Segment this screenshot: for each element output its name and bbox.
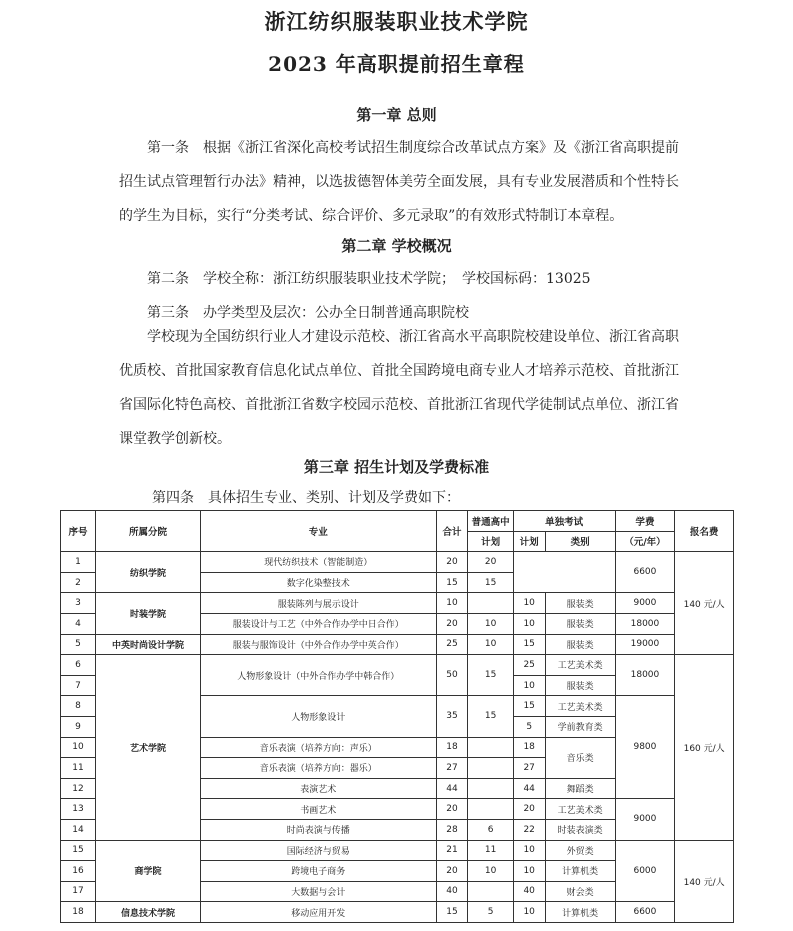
cell-single-plan: 27 bbox=[513, 758, 545, 779]
cell-general-plan bbox=[468, 778, 513, 799]
header-single: 单独考试 bbox=[513, 511, 615, 532]
cell-general-plan bbox=[468, 758, 513, 779]
cell-general-plan: 10 bbox=[468, 613, 513, 634]
cell-total: 20 bbox=[436, 861, 468, 882]
cell-major: 人物形象设计 bbox=[200, 696, 436, 737]
cell-seq: 3 bbox=[61, 593, 96, 614]
cell-total: 10 bbox=[436, 593, 468, 614]
cell-major: 音乐表演（培养方向：声乐） bbox=[200, 737, 436, 758]
cell-college: 商学院 bbox=[95, 840, 200, 902]
cell-general-plan: 15 bbox=[468, 572, 513, 593]
cell-single-plan: 22 bbox=[513, 819, 545, 840]
cell-total: 44 bbox=[436, 778, 468, 799]
cell-fee: 18000 bbox=[615, 613, 675, 634]
header-general: 普通高中 bbox=[468, 511, 513, 532]
cell-major: 服装设计与工艺（中外合作办学中日合作） bbox=[200, 613, 436, 634]
chapter2-intro bbox=[119, 320, 679, 456]
cell-seq: 7 bbox=[61, 675, 96, 696]
cell-total: 20 bbox=[436, 799, 468, 820]
cell-seq: 13 bbox=[61, 799, 96, 820]
cell-major: 国际经济与贸易 bbox=[200, 840, 436, 861]
cell-seq: 14 bbox=[61, 819, 96, 840]
header-general-plan: 计划 bbox=[468, 531, 513, 552]
article-2: 第二条 学校全称：浙江纺织服装职业技术学院； 学校国标码：13025 bbox=[147, 271, 591, 287]
cell-single-type: 财会类 bbox=[545, 881, 615, 902]
cell-single-plan: 15 bbox=[513, 634, 545, 655]
table-row bbox=[61, 552, 734, 573]
cell-total: 20 bbox=[436, 552, 468, 573]
cell-general-plan bbox=[468, 593, 513, 614]
cell-single-plan: 20 bbox=[513, 799, 545, 820]
cell-fee: 9000 bbox=[615, 593, 675, 614]
cell-apply-fee: 140 元/人 bbox=[675, 552, 734, 655]
cell-general-plan: 10 bbox=[468, 861, 513, 882]
cell-total: 27 bbox=[436, 758, 468, 779]
header-seq: 序号 bbox=[61, 511, 96, 552]
cell-major: 服装与服饰设计（中外合作办学中英合作） bbox=[200, 634, 436, 655]
cell-single-type: 服装类 bbox=[545, 634, 615, 655]
cell-seq: 5 bbox=[61, 634, 96, 655]
document-subtitle: 2023 年高职提前招生章程 bbox=[268, 52, 525, 76]
cell-single-plan: 10 bbox=[513, 613, 545, 634]
cell-general-plan: 11 bbox=[468, 840, 513, 861]
cell-seq: 16 bbox=[61, 861, 96, 882]
cell-apply-fee: 160 元/人 bbox=[675, 655, 734, 840]
chapter1-body bbox=[119, 131, 679, 233]
cell-single-type: 计算机类 bbox=[545, 861, 615, 882]
cell-single-type: 音乐类 bbox=[545, 737, 615, 778]
header-fee: 学费 bbox=[615, 511, 675, 532]
cell-total: 21 bbox=[436, 840, 468, 861]
cell-fee: 19000 bbox=[615, 634, 675, 655]
cell-total: 35 bbox=[436, 696, 468, 737]
cell-total: 20 bbox=[436, 613, 468, 634]
cell-major: 跨境电子商务 bbox=[200, 861, 436, 882]
header-major: 专业 bbox=[200, 511, 436, 552]
cell-fee: 6600 bbox=[615, 552, 675, 593]
cell-general-plan bbox=[468, 881, 513, 902]
cell-college: 中英时尚设计学院 bbox=[95, 634, 200, 655]
cell-single-plan: 18 bbox=[513, 737, 545, 758]
header-fee-unit: （元/年） bbox=[615, 531, 675, 552]
cell-single-type: 时装表演类 bbox=[545, 819, 615, 840]
cell-single-plan: 10 bbox=[513, 593, 545, 614]
cell-general-plan: 15 bbox=[468, 696, 513, 737]
cell-major: 移动应用开发 bbox=[200, 902, 436, 923]
chapter1-heading: 第一章 总则 bbox=[356, 106, 437, 124]
cell-major: 现代纺织技术（智能制造） bbox=[200, 552, 436, 573]
cell-single-type: 工艺美术类 bbox=[545, 696, 615, 717]
header-apply-fee: 报名费 bbox=[675, 511, 734, 552]
cell-apply-fee: 140 元/人 bbox=[675, 840, 734, 922]
cell-fee: 6000 bbox=[615, 840, 675, 902]
table-row bbox=[61, 840, 734, 861]
table-row bbox=[61, 655, 734, 676]
cell-single-plan: 40 bbox=[513, 881, 545, 902]
document-title: 浙江纺织服装职业技术学院 bbox=[264, 9, 529, 34]
cell-single-plan: 10 bbox=[513, 675, 545, 696]
cell-seq: 17 bbox=[61, 881, 96, 902]
cell-single-type: 学前教育类 bbox=[545, 716, 615, 737]
cell-single-type: 舞蹈类 bbox=[545, 778, 615, 799]
cell-fee: 18000 bbox=[615, 655, 675, 696]
cell-college: 时装学院 bbox=[95, 593, 200, 634]
cell-seq: 6 bbox=[61, 655, 96, 676]
cell-major: 表演艺术 bbox=[200, 778, 436, 799]
cell-general-plan: 6 bbox=[468, 819, 513, 840]
cell-single-plan: 10 bbox=[513, 902, 545, 923]
cell-college: 艺术学院 bbox=[95, 655, 200, 840]
table-row bbox=[61, 902, 734, 923]
header-total: 合计 bbox=[436, 511, 468, 552]
cell-single-plan: 10 bbox=[513, 861, 545, 882]
cell-single-plan: 44 bbox=[513, 778, 545, 799]
cell-single-plan: 25 bbox=[513, 655, 545, 676]
cell-seq: 8 bbox=[61, 696, 96, 717]
chapter3-heading: 第三章 招生计划及学费标准 bbox=[303, 458, 490, 476]
header-college: 所属分院 bbox=[95, 511, 200, 552]
cell-single-type: 服装类 bbox=[545, 613, 615, 634]
cell-major: 人物形象设计（中外合作办学中韩合作） bbox=[200, 655, 436, 696]
cell-seq: 1 bbox=[61, 552, 96, 573]
cell-total: 28 bbox=[436, 819, 468, 840]
header-single-type: 类别 bbox=[545, 531, 615, 552]
enrollment-table bbox=[60, 510, 734, 923]
cell-total: 40 bbox=[436, 881, 468, 902]
table-row bbox=[61, 593, 734, 614]
cell-seq: 4 bbox=[61, 613, 96, 634]
cell-general-plan: 5 bbox=[468, 902, 513, 923]
cell-total: 18 bbox=[436, 737, 468, 758]
article-3: 第三条 办学类型及层次：公办全日制普通高职院校 bbox=[147, 305, 469, 321]
cell-general-plan: 10 bbox=[468, 634, 513, 655]
cell-single-type: 外贸类 bbox=[545, 840, 615, 861]
cell-seq: 11 bbox=[61, 758, 96, 779]
cell-major: 书画艺术 bbox=[200, 799, 436, 820]
cell-general-plan bbox=[468, 737, 513, 758]
cell-general-plan: 20 bbox=[468, 552, 513, 573]
chapter2-heading: 第二章 学校概况 bbox=[341, 237, 452, 255]
school-intro: 学校现为全国纺织行业人才建设示范校、浙江省高水平高职院校建设单位、浙江省高职优质校、首批国家教育信息化试点单位、首批全国跨境电商专业人才培养示范校、首批浙江省国际化特色高校、首批浙江省数字校园示范校、首批浙江省现代学徒制试点单位、浙江省课堂教学创新校。 bbox=[119, 329, 679, 447]
cell-major: 时尚表演与传播 bbox=[200, 819, 436, 840]
cell-single-empty bbox=[513, 552, 615, 593]
cell-single-type: 服装类 bbox=[545, 593, 615, 614]
article-1: 第一条 根据《浙江省深化高校考试招生制度综合改革试点方案》及《浙江省高职提前招生试点管理暂行办法》精神，以选拔德智体美劳全面发展，具有专业发展潜质和个性特长的学生为目标，实行“分类考试、综合评价、多元录取”的有效形式特制订本章程。 bbox=[119, 140, 679, 224]
cell-single-plan: 10 bbox=[513, 840, 545, 861]
cell-major: 服装陈列与展示设计 bbox=[200, 593, 436, 614]
table-row bbox=[61, 634, 734, 655]
cell-major: 音乐表演（培养方向：器乐） bbox=[200, 758, 436, 779]
cell-seq: 9 bbox=[61, 716, 96, 737]
cell-major: 数字化染整技术 bbox=[200, 572, 436, 593]
cell-total: 25 bbox=[436, 634, 468, 655]
cell-seq: 15 bbox=[61, 840, 96, 861]
cell-fee: 9000 bbox=[615, 799, 675, 840]
cell-single-type: 工艺美术类 bbox=[545, 655, 615, 676]
cell-college: 纺织学院 bbox=[95, 552, 200, 593]
cell-seq: 10 bbox=[61, 737, 96, 758]
cell-total: 50 bbox=[436, 655, 468, 696]
cell-single-type: 工艺美术类 bbox=[545, 799, 615, 820]
article-4: 第四条 具体招生专业、类别、计划及学费如下： bbox=[152, 490, 460, 506]
cell-seq: 2 bbox=[61, 572, 96, 593]
cell-major: 大数据与会计 bbox=[200, 881, 436, 902]
cell-seq: 18 bbox=[61, 902, 96, 923]
cell-single-plan: 15 bbox=[513, 696, 545, 717]
cell-total: 15 bbox=[436, 572, 468, 593]
cell-single-type: 计算机类 bbox=[545, 902, 615, 923]
cell-general-plan bbox=[468, 799, 513, 820]
cell-single-type: 服装类 bbox=[545, 675, 615, 696]
cell-fee: 6600 bbox=[615, 902, 675, 923]
cell-seq: 12 bbox=[61, 778, 96, 799]
cell-general-plan: 15 bbox=[468, 655, 513, 696]
cell-fee: 9800 bbox=[615, 696, 675, 799]
cell-college: 信息技术学院 bbox=[95, 902, 200, 923]
cell-total: 15 bbox=[436, 902, 468, 923]
cell-single-plan: 5 bbox=[513, 716, 545, 737]
header-single-plan: 计划 bbox=[513, 531, 545, 552]
